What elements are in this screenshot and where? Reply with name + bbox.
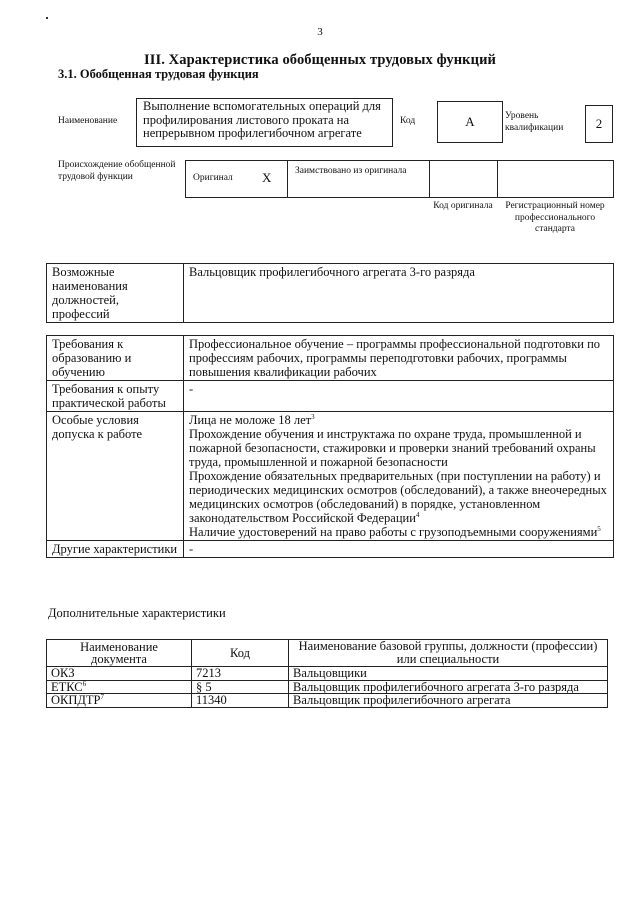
special-label: Особые условия допуска к работе: [47, 412, 184, 541]
footnote-ref: 5: [597, 524, 601, 533]
special-item: Наличие удостоверений на право работы с грузоподъемными сооружениями$^5$: [189, 524, 601, 539]
positions-label: Возможные наименования должностей, профессий: [47, 264, 184, 323]
reg-number-caption: Регистрационный номер профессионального стандарта: [505, 201, 605, 234]
other-label: Другие характеристики: [47, 541, 184, 558]
table-row: [47, 336, 614, 381]
origin-label: Происхождение обобщенной трудовой функции: [58, 160, 176, 182]
original-mark: X: [262, 170, 272, 185]
col-name-header: Наименование базовой группы, должности (профессии) или специальности: [289, 640, 608, 667]
page-number: 3: [317, 26, 323, 38]
row-code: 7213: [192, 667, 289, 681]
table-row: [47, 640, 608, 667]
code-label: Код: [400, 116, 416, 126]
code-value: A: [465, 114, 475, 129]
table-row: [47, 694, 608, 708]
special-item: Лица не моложе 18 лет$^3$: [189, 412, 315, 427]
requirements-table: [46, 335, 614, 558]
row-code: 11340: [192, 694, 289, 708]
name-label: Наименование: [58, 116, 118, 126]
row-doc: ОКЗ: [47, 667, 192, 681]
scan-speck: [46, 17, 48, 19]
table-row: [47, 667, 608, 681]
row-code: § 5: [192, 680, 289, 694]
table-row: [47, 381, 614, 412]
table-row: [47, 680, 608, 694]
origin-divider: [429, 160, 430, 198]
level-box: [585, 105, 613, 143]
additional-table: [46, 639, 608, 708]
footnote-ref: 4: [415, 510, 420, 519]
row-name: Вальцовщик профилегибочного агрегата: [289, 694, 608, 708]
origin-divider: [287, 160, 288, 198]
footnote-ref: 3: [311, 412, 315, 421]
table-row: [47, 412, 614, 541]
education-label: Требования к образованию и обучению: [47, 336, 184, 381]
origin-divider: [497, 160, 498, 198]
table-row: [47, 541, 614, 558]
row-name: Вальцовщик профилегибочного агрегата 3-го разряда: [289, 680, 608, 694]
table-row: [47, 264, 614, 323]
subsection-title: 3.1. Обобщенная трудовая функция: [58, 67, 259, 81]
original-label: Оригинал: [193, 173, 233, 183]
other-value: -: [184, 541, 614, 558]
footnote-ref: 6: [82, 679, 87, 688]
level-label: Уровень квалификации: [505, 111, 564, 133]
col-doc-header: Наименование документа: [47, 640, 192, 667]
footnote-ref: 7: [100, 692, 105, 701]
function-name: Выполнение вспомогательных операций для профилирования листового проката на непрерывном профилегибочном агрегате: [143, 99, 381, 141]
positions-value: Вальцовщик профилегибочного агрегата 3-го разряда: [184, 264, 614, 323]
section-title: III. Характеристика обобщенных трудовых функций: [143, 52, 496, 68]
function-name-box: [136, 98, 393, 147]
col-code-header: Код: [192, 640, 289, 667]
education-value: Профессиональное обучение – программы профессиональной подготовки по профессиям рабочих, программы переподготовки рабочих, программы повышения квалификации рабочих: [184, 336, 614, 381]
positions-table: [46, 263, 614, 323]
level-value: 2: [595, 116, 603, 131]
row-doc: ЕТКС$^6$: [47, 680, 192, 694]
row-doc: ОКПДТР$^7$: [47, 694, 192, 708]
experience-value: -: [184, 381, 614, 412]
special-item: Прохождение обязательных предварительных (при поступлении на работу) и периодических медицинских осмотров (обследований), а также внеочередных медицинских осмотров (обследований) в порядке, установленном законодательством Российской Федерации$^4$: [189, 469, 607, 525]
experience-label: Требования к опыту практической работы: [47, 381, 184, 412]
row-name: Вальцовщики: [289, 667, 608, 681]
special-conditions: [184, 412, 614, 541]
code-original-caption: Код оригинала: [433, 201, 493, 211]
borrowed-label: Заимствовано из оригинала: [295, 166, 407, 176]
code-box: [437, 101, 503, 143]
additional-title: Дополнительные характеристики: [48, 606, 226, 620]
special-item: Прохождение обучения и инструктажа по охране труда, промышленной и пожарной безопасности, стажировки и проверки знаний требований охраны труда, промышленной и пожарной безопасности: [189, 427, 596, 469]
